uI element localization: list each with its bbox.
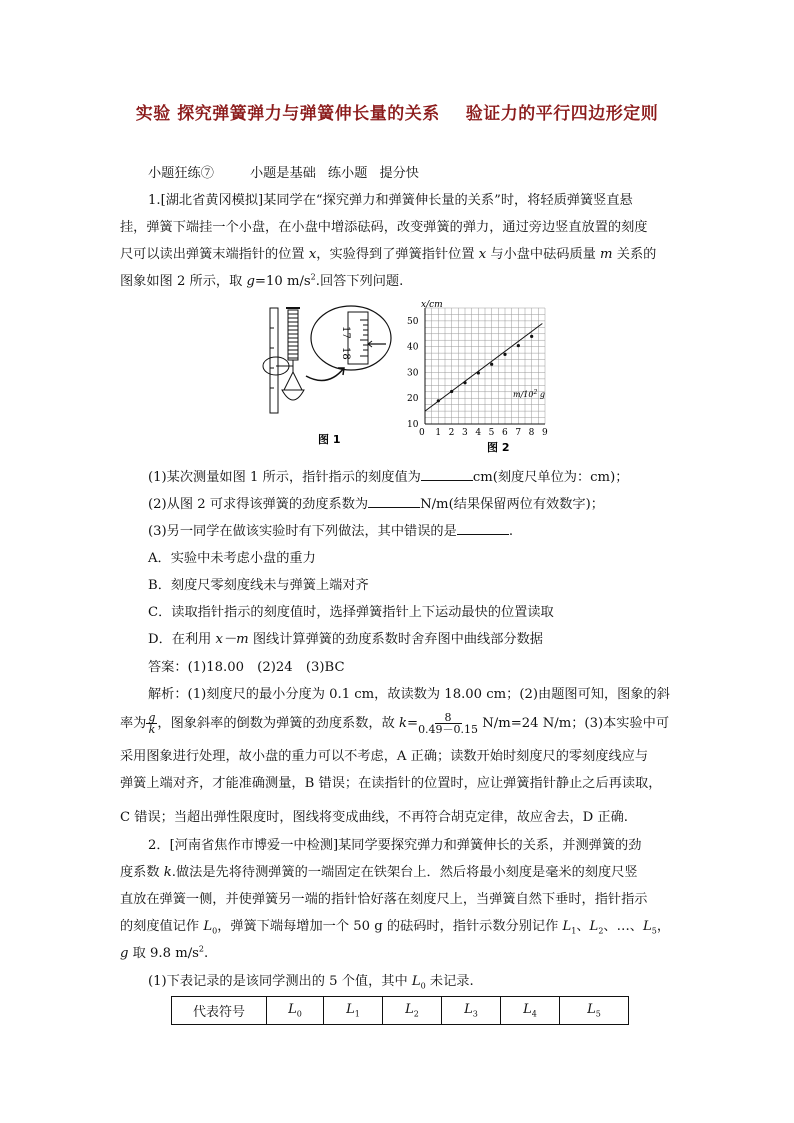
option-d: D．在利用 x－m 图线计算弹簧的劲度系数时舍弃图中曲线部分数据 <box>148 632 543 647</box>
table-cell-l2: $L_2$ <box>383 997 442 1025</box>
origin-label: 0 <box>419 428 425 438</box>
table-cell-l4: $L_4$ <box>501 997 560 1025</box>
figure-1 <box>258 298 398 448</box>
x-tick-label: 4 <box>475 428 482 438</box>
option-c: C．读取指针指示的刻度值时，选择弹簧指针上下运动最快的位置读取 <box>148 605 554 620</box>
x-tick-label: 2 <box>448 428 455 438</box>
table-row <box>172 997 629 1025</box>
q1-sub-1: (1)某次测量如图 1 所示，指针指示的刻度值为 cm(刻度尺单位为：cm)； <box>148 470 629 485</box>
option-a: A．实验中未考虑小盘的重力 <box>148 551 316 566</box>
tick-17: 17 <box>340 326 351 339</box>
section-slogan-3: 提分快 <box>379 166 419 181</box>
q2-line-5: g 取 9.8 $m/s^2$. <box>120 944 209 961</box>
data-point <box>477 371 480 374</box>
blank-2 <box>368 495 420 508</box>
y-tick-label: 50 <box>407 316 419 327</box>
table-header-cell: 代表符号 <box>172 997 267 1025</box>
page-title <box>0 99 794 124</box>
title-part2: 验证力的平行四边形定则 <box>465 104 659 124</box>
explanation-line-3: 采用图象进行处理，故小盘的重力可以不考虑，A 正确；读数开始时刻度尺的零刻度线应与 <box>120 749 649 764</box>
q1-line-1: 1.[湖北省黄冈模拟]某同学在“探究弹力和弹簧伸长量的关系”时，将轻质弹簧竖直悬 <box>148 193 633 208</box>
q2-line-2: 度系数 k.做法是先将待测弹簧的一端固定在铁架台上．然后将最小刻度是毫米的刻度尺竖 <box>120 865 638 880</box>
data-point <box>490 363 493 366</box>
q2-line-4: 的刻度值记作 $L_0$，弹簧下端每增加一个 50 g 的砝码时，指针示数分别记作 $L_1$、$L_2$、…、$L_5$， <box>120 919 671 936</box>
y-tick-label: 40 <box>407 342 419 353</box>
data-point <box>517 344 520 347</box>
data-point <box>463 381 466 384</box>
x-axis-label: $m/10^2$ g <box>513 389 545 399</box>
q1-line-3: 尺可以读出弹簧末端指针的位置 x，实验得到了弹簧指针位置 x 与小盘中砝码质量 m 关系的 <box>120 247 657 262</box>
section-slogan-1: 小题是基础 <box>249 166 316 181</box>
q2-line-3: 直放在弹簧一侧，并使弹簧另一端的指针恰好落在刻度尺上，当弹簧自然下垂时，指针指示 <box>120 892 648 907</box>
option-b: B．刻度尺零刻度线未与弹簧上端对齐 <box>148 578 369 593</box>
fraction-g-k: $\frac{g}{k}$ <box>148 711 156 736</box>
section-header <box>148 162 419 181</box>
x-tick-label: 6 <box>502 428 508 438</box>
y-tick-label: 30 <box>407 368 419 379</box>
blank-1 <box>421 468 473 481</box>
x-tick-label: 8 <box>528 428 535 438</box>
symbol-table <box>171 996 629 1025</box>
arrow-icon <box>306 368 344 381</box>
fraction-k: $\frac{8}{0.49-0.15}$ <box>418 711 479 736</box>
y-axis-label: x/cm <box>421 300 443 310</box>
x-tick-label: 9 <box>542 428 548 438</box>
tick-18: 18 <box>340 347 351 360</box>
figure-2-chart <box>405 298 555 458</box>
data-point <box>530 335 533 338</box>
q2-sub-1: (1)下表记录的是该同学测出的 5 个值，其中 $L_0$ 未记录. <box>148 974 474 991</box>
x-tick-label: 1 <box>435 428 442 438</box>
explanation-line-4: 弹簧上端对齐，才能准确测量，B 错误；在读指针的位置时，应让弹簧指针静止之后再读取， <box>120 776 662 791</box>
spring <box>288 310 298 360</box>
table-cell-l0: $L_0$ <box>267 997 324 1025</box>
ruler <box>270 308 278 413</box>
data-point <box>437 399 440 402</box>
blank-3 <box>457 522 509 535</box>
y-tick-label: 20 <box>407 394 419 405</box>
section-label: 小题狂练⑦ <box>148 166 214 181</box>
y-tick-label: 10 <box>407 420 419 430</box>
q1-sub-2: (2)从图 2 可求得该弹簧的劲度系数为 N/m(结果保留两位有效数字)； <box>148 497 604 512</box>
q1-sub-3: (3)另一同学在做该实验时有下列做法，其中错误的是 . <box>148 524 514 539</box>
figure-1-caption: 图 1 <box>318 433 341 446</box>
pan <box>282 390 304 400</box>
q1-line-2: 挂，弹簧下端挂一个小盘，在小盘中增添砝码，改变弹簧的弹力，通过旁边竖直放置的刻度 <box>120 220 648 235</box>
q1-line-4: 图象如图 2 所示，取 g=10 $m/s^2$.回答下列问题. <box>120 272 404 289</box>
table-cell-l1: $L_1$ <box>324 997 383 1025</box>
answer: 答案：(1)18.00 (2)24 (3)BC <box>148 660 345 675</box>
explanation-line-1: 解析：(1)刻度尺的最小分度为 0.1 cm，故读数为 18.00 cm；(2)由题图可知，图象的斜 <box>148 687 670 702</box>
q2-line-1: 2．[河南省焦作市博爱一中检测]某同学要探究弹力和弹簧伸长的关系，并测弹簧的劲 <box>148 838 642 853</box>
data-point <box>450 390 453 393</box>
figure-2-caption: 图 2 <box>487 441 510 454</box>
title-part1: 实验 探究弹簧弹力与弹簧伸长量的关系 <box>135 104 440 124</box>
x-tick-label: 5 <box>488 428 495 438</box>
data-point <box>503 353 506 356</box>
table-cell-l3: $L_3$ <box>442 997 501 1025</box>
x-tick-label: 7 <box>515 428 522 438</box>
table-cell-l5: $L_5$ <box>560 997 629 1025</box>
section-slogan-2: 练小题 <box>327 166 368 181</box>
x-tick-label: 3 <box>462 428 468 438</box>
explanation-line-2: 率为 $\frac{g}{k}$ ，图象斜率的倒数为弹簧的劲度系数，故 k= $\frac{8}{0.49-0.15}$ N/m=24 N/m；(3)本实验中可 <box>120 711 670 736</box>
explanation-line-5: C 错误；当超出弹性限度时，图线将变成曲线，不再符合胡克定律，故应舍去，D 正确. <box>120 810 628 825</box>
